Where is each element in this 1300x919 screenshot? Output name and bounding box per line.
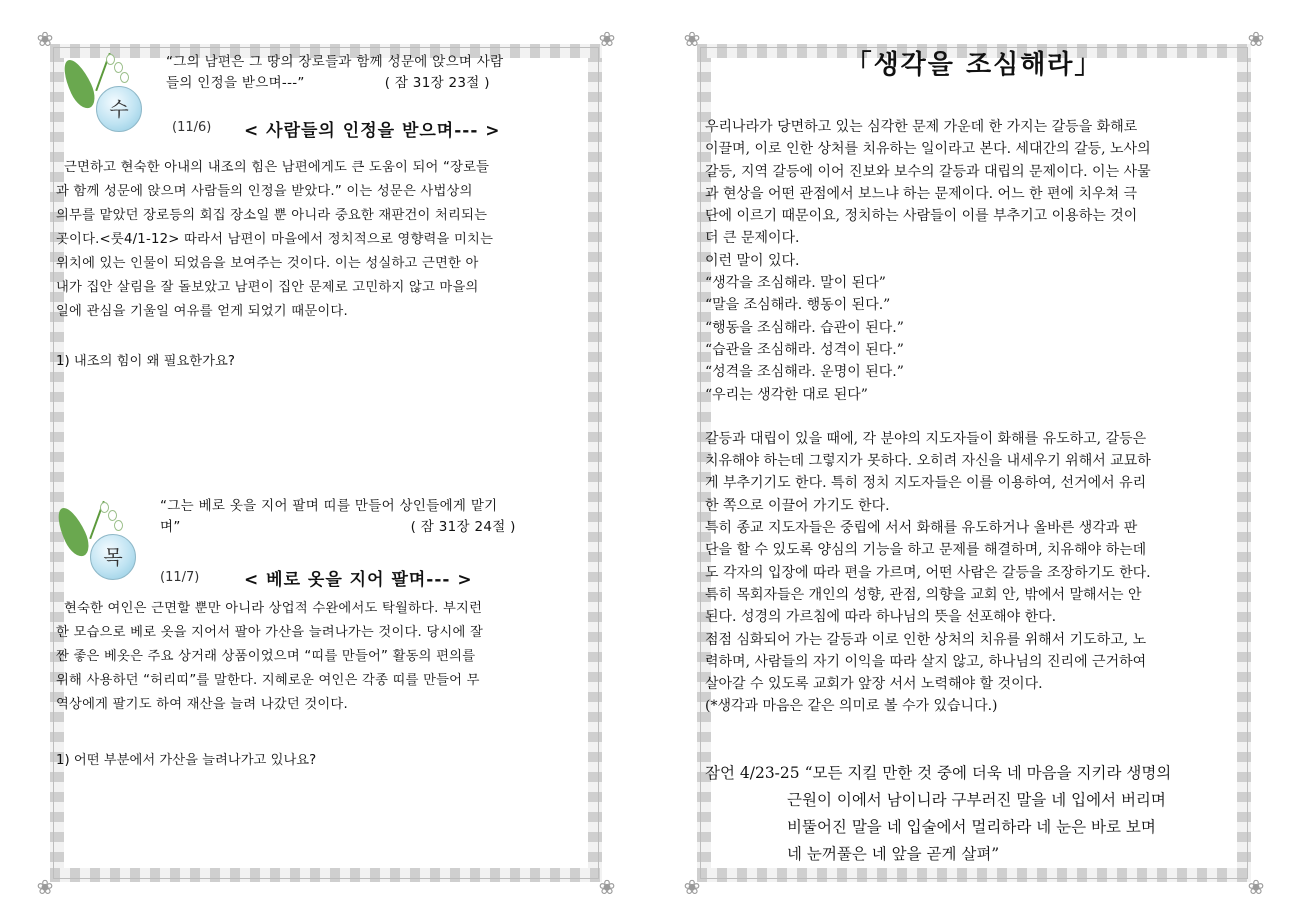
lily-emblem-icon	[58, 500, 138, 580]
verse-reference: ( 잠 31장 23절 )	[384, 75, 490, 91]
flower-corner-icon: ❀	[1247, 875, 1265, 899]
section-body: 현숙한 여인은 근면할 뿐만 아니라 상업적 수완에서도 탁월하다. 부지런 한 모습으로 베로 옷을 지어서 팔아 가산을 늘려나가는 것이다. 당시에 잘 짠 좋은 베옷은 주요 상거래 상품이었으며 “띠를 만들어” 활동의 편의를 위해 사용하던 “허리띠”를 말한다. 지혜로운 여인은 각종 띠를 만들어 무 역상에게 팔기도 하여 재산을 늘려 나갔던 것이다.	[56, 601, 483, 712]
flower-corner-icon: ❀	[36, 27, 54, 51]
section-heading: < 사람들의 인정을 받으며--- >	[244, 121, 501, 141]
flower-corner-icon: ❀	[36, 875, 54, 899]
verse-quote: “그는 베로 옷을 지어 팔며 띠를 만들어 상인들에게 맡기 며” ( 잠 31장 24절 )	[160, 498, 516, 535]
essay-body: 우리나라가 당면하고 있는 심각한 문제 가운데 한 가지는 갈등을 화해로 이끌며, 이로 인한 상처를 치유하는 일이라고 본다. 세대간의 갈등, 노사의 갈등, 지역 갈등에 이어 진보와 보수의 갈등과 대립의 문제이다. 이는 사물 과 현상을 어떤 관점에서 보느냐 하는 문제이다. 어느 한 편에 치우쳐 극 단에 이르기 때문이요, 정치하는 사람들이 이를 부추기고 이용하는 것이 더 큰 문제이다. 이런 말이 있다. “생각을 조심해라. 말이 된다” “말을 조심해라. 행동이 된다.” “행동을 조심해라. 습관이 된다.” “습관을 조심해라. 성격이 된다.” “성격을 조심해라. 운명이 된다.” “우리는 생각한 대로 된다” 갈등과 대립이 있을 때에, 각 분야의 지도자들이 화해를 유도하고, 갈등은 치유해야 하는데 그렇지가 못하다. 오히려 자신을 내세우기 위해서 교묘하 게 부추기기도 한다. 특히 정치 지도자들은 이를 이용하여, 선거에서 유리 한 쪽으로 이끌어 가기도 한다. 특히 종교 지도자들은 중립에 서서 화해를 유도하거나 올바른 생각과 판 단을 할 수 있도록 양심의 기능을 하고 문제를 해결하며, 치유해야 하는데 도 각자의 입장에 따라 편을 가르며, 어떤 사람은 갈등을 조장하기도 한다. 특히 목회자들은 개인의 성향, 관점, 의향을 교회 안, 밖에서 말해서는 안 된다. 성경의 가르침에 따라 하나님의 뜻을 선포해야 한다. 점점 심화되어 가는 갈등과 이로 인한 상처의 치유를 위해서 기도하고, 노 력하며, 사람들의 자기 이익을 따라 살지 않고, 하나님의 진리에 근거하여 살아갈 수 있도록 교회가 앞장 서서 노력해야 할 것이다. (*생각과 마음은 같은 의미로 볼 수가 있습니다.)	[705, 119, 1151, 715]
section-body: 근면하고 현숙한 아내의 내조의 힘은 남편에게도 큰 도움이 되어 “장로들 과 함께 성문에 앉으며 사람들의 인정을 받았다.” 이는 성문은 사법상의 의무를 맡았던 장로등의 회집 장소일 뿐 아니라 중요한 재판건이 처리되는 곳이다.<룻4/1-12> 따라서 남편이 마을에서 정치적으로 영향력을 미치는 위치에 있는 인물이 되었음을 보여주는 것이다. 이는 성실하고 근면한 아 내가 집안 살림을 잘 돌보았고 남편이 집안 문제로 고민하지 않고 마을의 일에 관심을 기울일 여유를 얻게 되었기 때문이다.	[56, 160, 494, 319]
discussion-question: 1) 어떤 부분에서 가산을 늘려나가고 있나요?	[56, 753, 317, 768]
proverbs-quote: 잠언 4/23-25 “모든 지킬 만한 것 중에 더욱 네 마음을 지키라 생명의 근원이 이에서 남이니라 구부러진 말을 네 입에서 버리며 비뚤어진 말을 네 입술에서 멀리하라 네 눈은 바로 보며 네 눈꺼풀은 네 앞을 곧게 살펴”	[705, 764, 1172, 863]
discussion-question: 1) 내조의 힘이 왜 필요한가요?	[56, 354, 235, 369]
flower-corner-icon: ❀	[683, 27, 701, 51]
day-badge: 수	[96, 86, 142, 132]
date-label: (11/6)	[172, 120, 212, 135]
day-badge: 목	[90, 534, 136, 580]
flower-corner-icon: ❀	[598, 27, 616, 51]
flower-corner-icon: ❀	[1247, 27, 1265, 51]
left-page	[36, 27, 616, 899]
flower-corner-icon: ❀	[598, 875, 616, 899]
section-heading: < 베로 옷을 지어 팔며--- >	[244, 570, 473, 590]
flower-corner-icon: ❀	[683, 875, 701, 899]
lily-emblem-icon	[64, 52, 144, 132]
verse-reference: ( 잠 31장 24절 )	[410, 519, 516, 535]
verse-quote: “그의 남편은 그 땅의 장로들과 함께 성문에 앉으며 사람 들의 인정을 받으며---” ( 잠 31장 23절 )	[166, 54, 504, 91]
right-page	[683, 27, 1265, 899]
page-title: 「생각을 조심해라」	[845, 50, 1103, 80]
date-label: (11/7)	[160, 570, 200, 585]
